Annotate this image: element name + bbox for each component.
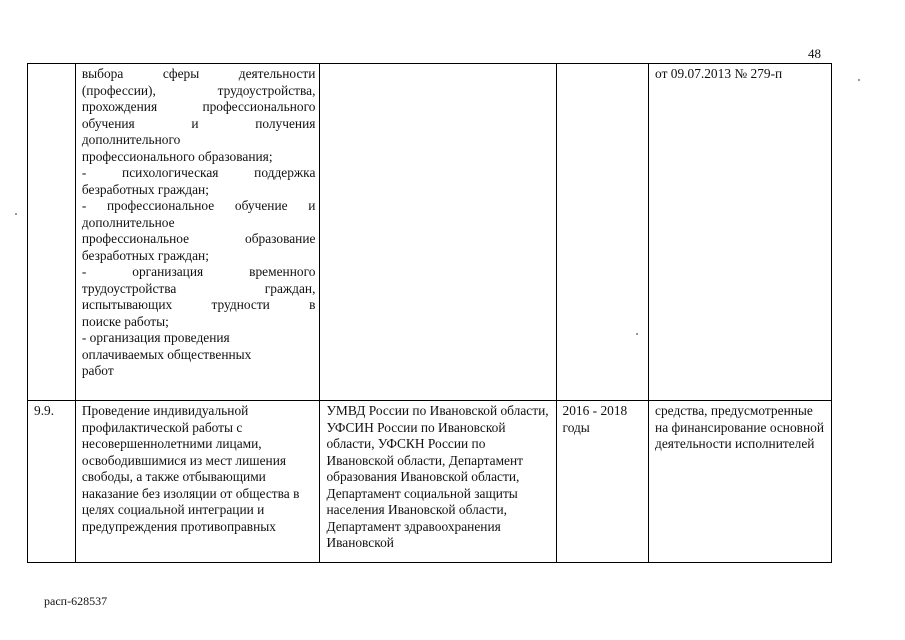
program-table xyxy=(27,63,832,563)
text-line: трудоустройства граждан, xyxy=(81,280,316,296)
measure-cell: Проведение индивидуальной профилактической работы с несовершеннолетними лицами, освободившимися из мест лишения свободы, а также отбывающими наказание без изоляции от общества в целях социальной интеграции и предупреждения противоправных xyxy=(75,401,320,563)
text-line: - организация временного xyxy=(81,264,316,279)
text-line: испытывающих трудности в xyxy=(81,297,316,312)
financing-cell: средства, предусмотренные на финансирование основной деятельности исполнителей xyxy=(649,401,832,563)
text-line: профессионального образования; xyxy=(81,148,273,164)
text-line: работ xyxy=(81,363,114,378)
text-line: обучения и получения xyxy=(81,115,316,131)
text-line: выбора сферы деятельности xyxy=(81,66,316,81)
text-line: (профессии), трудоустройства, xyxy=(81,82,316,98)
table-row xyxy=(28,64,832,401)
period-cell xyxy=(556,64,649,401)
number-cell xyxy=(28,64,76,401)
text-line: - психологическая поддержка xyxy=(81,165,316,180)
scan-speck xyxy=(858,79,860,81)
text-line: - организация проведения xyxy=(81,330,230,345)
text-line: профессиональное образование xyxy=(81,231,316,246)
text-line: дополнительного xyxy=(81,132,181,147)
text-line: прохождения профессионального xyxy=(81,99,316,114)
table-row xyxy=(28,401,832,563)
text-line: дополнительное xyxy=(81,214,175,230)
measure-cell xyxy=(75,64,320,401)
text-line: безработных граждан; xyxy=(81,247,209,263)
period-cell: 2016 - 2018 годы xyxy=(556,401,649,563)
scan-speck xyxy=(15,213,17,215)
executors-cell xyxy=(320,64,556,401)
text-line: безработных граждан; xyxy=(81,181,209,197)
number-cell: 9.9. xyxy=(28,401,76,563)
source-cell: от 09.07.2013 № 279-п xyxy=(649,64,832,401)
document-code: расп-628537 xyxy=(44,594,108,608)
text-line: - профессиональное обучение и xyxy=(81,198,316,213)
executors-cell: УМВД России по Ивановской области, УФСИН России по Ивановской области, УФСКН России по Ивановской области, Департамент образования Ивановской области, Департамент социальной защиты населения Ивановской области, Департамент здравоохранения Ивановской xyxy=(320,401,556,563)
page-number: 48 xyxy=(808,46,821,61)
scan-speck xyxy=(636,333,638,335)
text-line: поиске работы; xyxy=(81,313,169,329)
text-line: оплачиваемых общественных xyxy=(81,346,252,362)
